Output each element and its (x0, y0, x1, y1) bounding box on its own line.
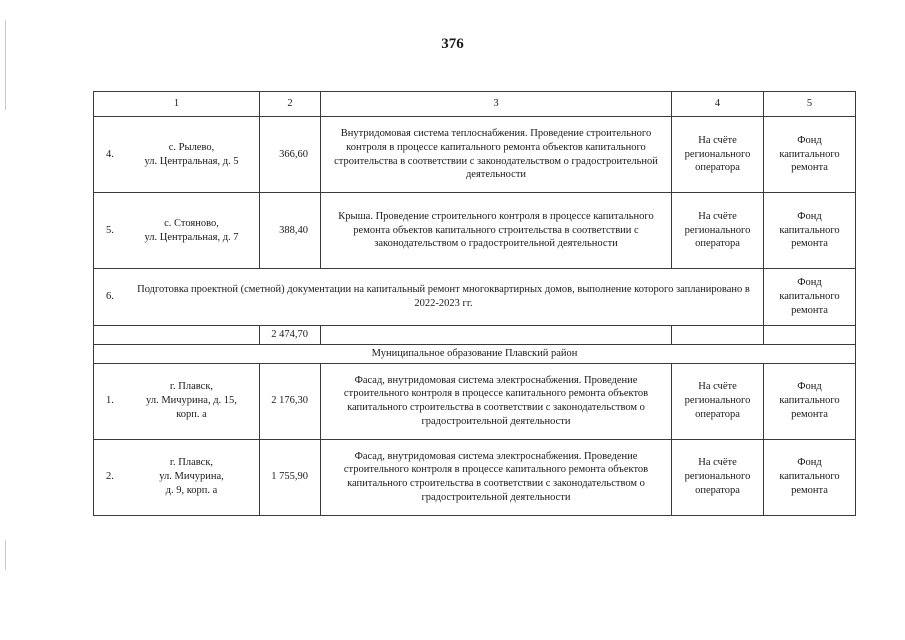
address (128, 217, 255, 245)
source-line: Фонд (797, 277, 822, 289)
method-line: оператора (695, 485, 740, 497)
column-header-1: 1 (94, 92, 260, 117)
method-line: На счёте (698, 381, 737, 393)
row-number: 2. (106, 471, 114, 483)
method-line: оператора (695, 162, 740, 174)
funding-method-cell (672, 117, 764, 193)
source-line: капитального (779, 395, 840, 407)
method-line: На счёте (698, 210, 737, 222)
empty-cell (672, 326, 764, 345)
row-number: 1. (106, 395, 114, 407)
address-cell (94, 193, 260, 269)
address-line: ул. Мичурина, (159, 471, 224, 483)
funding-source-cell (764, 269, 856, 326)
table-row (94, 439, 856, 515)
address-line: ул. Центральная, д. 7 (144, 231, 239, 243)
address-line: д. 9, корп. а (165, 485, 218, 497)
source-line: капитального (779, 471, 840, 483)
address (128, 141, 255, 169)
column-header-4: 4 (672, 92, 764, 117)
source-line: Фонд (797, 457, 822, 469)
method-line: регионального (684, 224, 751, 236)
method-line: оператора (695, 238, 740, 250)
address-line: с. Стояново, (164, 217, 219, 229)
table-row (94, 193, 856, 269)
column-number-header-row (94, 92, 856, 117)
funding-source-cell (764, 117, 856, 193)
method-line: На счёте (698, 134, 737, 146)
column-header-3: 3 (321, 92, 672, 117)
funding-source-cell (764, 363, 856, 439)
source-line: ремонта (791, 304, 828, 316)
design-documentation-text: Подготовка проектной (сметной) документации на капитальный ремонт многоквартирных домов, выполнение которого запланировано в 2022-2023 гг. (137, 284, 750, 309)
table-row (94, 117, 856, 193)
method-line: регионального (684, 395, 751, 407)
row-number: 5. (106, 224, 114, 236)
method-line: На счёте (698, 457, 737, 469)
empty-cell (764, 326, 856, 345)
source-line: ремонта (791, 485, 828, 497)
work-description: Фасад, внутридомовая система электроснабжения. Проведение строительного контроля в процессе капитального ремонта объектов капитального строительства в соответствии с законодательством о градостроительной деятельности (321, 439, 672, 515)
empty-cell (321, 326, 672, 345)
work-description: Фасад, внутридомовая система электроснабжения. Проведение строительного контроля в процессе капитального ремонта объектов капитального строительства в соответствии с законодательством о градостроительной деятельности (321, 363, 672, 439)
column-header-2: 2 (260, 92, 321, 117)
address-cell (94, 439, 260, 515)
work-description: Внутридомовая система теплоснабжения. Проведение строительного контроля в процессе капитального ремонта объектов капитального строительства в соответствии с законодательством о градостроительной деятельности (321, 117, 672, 193)
column-header-5: 5 (764, 92, 856, 117)
area-cell: 1 755,90 (260, 439, 321, 515)
design-documentation-cell (94, 269, 764, 326)
source-line: капитального (779, 291, 840, 303)
section-heading-row (94, 344, 856, 363)
source-line: капитального (779, 148, 840, 160)
source-line: Фонд (797, 210, 822, 222)
section-title: Муниципальное образование Плавский район (94, 344, 856, 363)
table-row (94, 363, 856, 439)
total-label-cell (94, 326, 260, 345)
source-line: ремонта (791, 162, 828, 174)
funding-method-cell (672, 439, 764, 515)
address-line: ул. Центральная, д. 5 (144, 155, 239, 167)
address-line: корп. а (176, 409, 207, 421)
method-line: оператора (695, 409, 740, 421)
address (128, 380, 255, 422)
funding-method-cell (672, 193, 764, 269)
address (128, 456, 255, 498)
source-line: Фонд (797, 134, 822, 146)
area-cell: 2 176,30 (260, 363, 321, 439)
funding-source-cell (764, 439, 856, 515)
source-line: ремонта (791, 409, 828, 421)
funding-method-cell (672, 363, 764, 439)
address-line: с. Рылево, (168, 141, 215, 153)
page-number: 376 (441, 36, 464, 52)
source-line: капитального (779, 224, 840, 236)
row-number: 6. (106, 291, 114, 303)
row-number: 4. (106, 148, 114, 160)
total-area: 2 474,70 (260, 326, 321, 345)
funding-source-cell (764, 193, 856, 269)
method-line: регионального (684, 471, 751, 483)
total-row (94, 326, 856, 345)
area-cell: 388,40 (260, 193, 321, 269)
address-cell (94, 363, 260, 439)
address-cell (94, 117, 260, 193)
address-line: г. Плавск, (169, 381, 214, 393)
work-description: Крыша. Проведение строительного контроля в процессе капитального ремонта объектов капитального строительства в соответствии с законодательством о градостроительной деятельности (321, 193, 672, 269)
scan-margin-line (5, 540, 6, 570)
source-line: Фонд (797, 381, 822, 393)
method-line: регионального (684, 148, 751, 160)
area-cell: 366,60 (260, 117, 321, 193)
scan-margin-line (5, 20, 6, 110)
design-documentation-row (94, 269, 856, 326)
capital-repair-table (93, 91, 856, 516)
address-line: г. Плавск, (169, 457, 214, 469)
source-line: ремонта (791, 238, 828, 250)
address-line: ул. Мичурина, д. 15, (146, 395, 237, 407)
